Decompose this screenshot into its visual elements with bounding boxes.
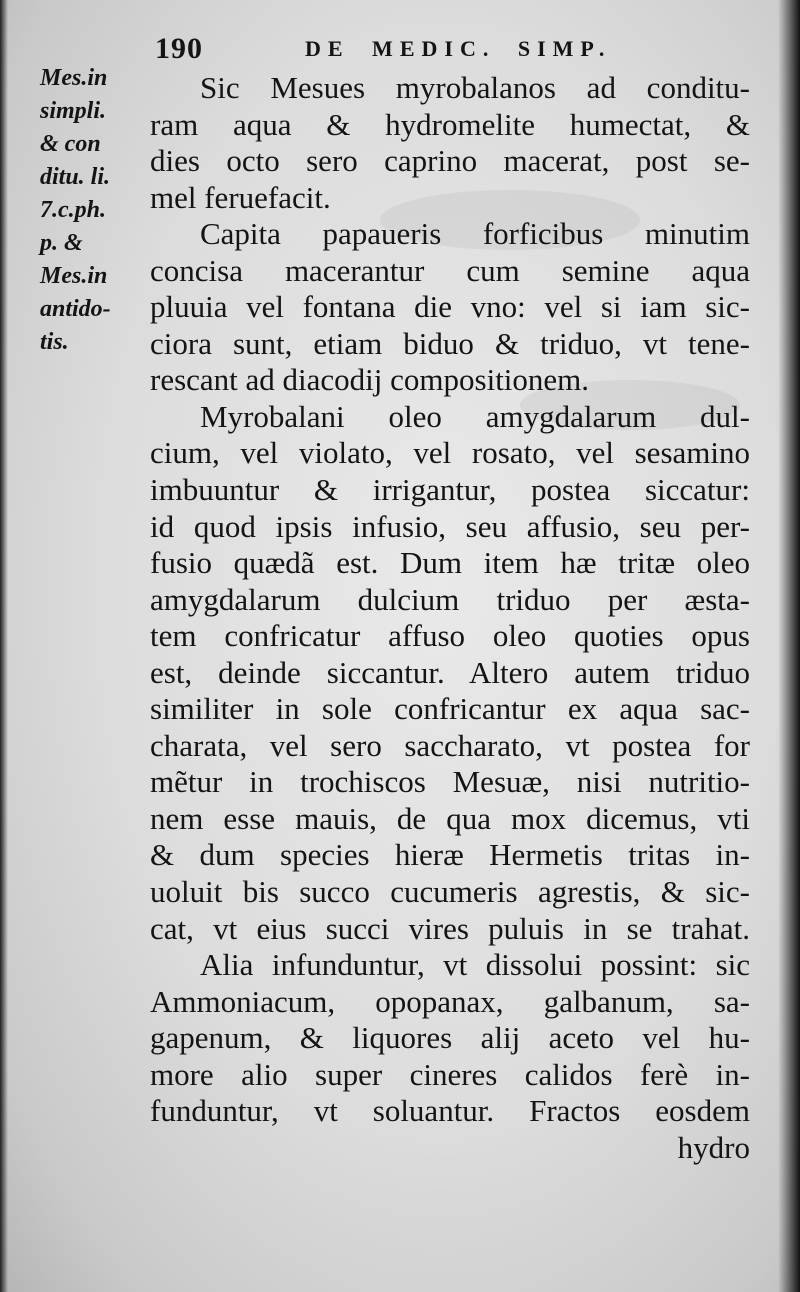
marginal-note-line: Mes.in <box>40 263 108 289</box>
text-line: fusio quædã est. Dum item hæ tritæ oleo <box>150 545 750 581</box>
running-head <box>155 32 735 72</box>
marginal-note-line: ditu. li. <box>40 164 111 190</box>
marginal-note-line: tis. <box>40 329 69 355</box>
text-line: uoluit bis succo cucumeris agrestis, & sic- <box>150 874 750 910</box>
marginal-note-line: p. & <box>40 230 83 256</box>
text-line: Ammoniacum, opopanax, galbanum, sa- <box>150 983 750 1019</box>
text-line: cat, vt eius succi vires puluis in se trahat. <box>150 910 750 946</box>
text-line: Myrobalani oleo amygdalarum dul- <box>200 398 750 434</box>
text-line: id quod ipsis infusio, seu affusio, seu per- <box>150 508 750 544</box>
catchword: hydro <box>677 1129 750 1165</box>
text-line: Sic Mesues myrobalanos ad conditu- <box>200 70 750 105</box>
marginal-note-line: antido- <box>40 296 111 322</box>
text-line: tem confricatur affuso oleo quoties opus <box>150 618 750 654</box>
text-line: est, deinde siccantur. Altero autem triduo <box>150 654 750 690</box>
marginal-note-line: simpli. <box>40 98 107 124</box>
text-line: & dum species hieræ Hermetis tritas in- <box>150 837 750 873</box>
marginal-note-line: & con <box>40 131 101 157</box>
text-line: funduntur, vt soluantur. Fractos eosdem <box>150 1093 750 1129</box>
text-line: ciora sunt, etiam biduo & triduo, vt tene- <box>150 325 750 361</box>
text-line: similiter in sole confricantur ex aqua sac- <box>150 691 750 727</box>
marginal-note-line: 7.c.ph. <box>40 197 106 223</box>
text-line: more alio super cineres calidos ferè in- <box>150 1056 750 1092</box>
text-line: charata, vel sero saccharato, vt postea for <box>150 727 750 763</box>
text-line: gapenum, & liquores alij aceto vel hu- <box>150 1020 750 1056</box>
text-line: mẽtur in trochiscos Mesuæ, nisi nutritio- <box>150 764 750 800</box>
text-line: mel feruefacit. <box>150 179 331 215</box>
text-line: Capita papaueris forficibus minutim <box>200 216 750 252</box>
text-line: rescant ad diacodij compositionem. <box>150 362 590 398</box>
text-line: amygdalarum dulcium triduo per æsta- <box>150 581 750 617</box>
text-line: nem esse mauis, de qua mox dicemus, vti <box>150 800 750 836</box>
text-line: imbuuntur & irrigantur, postea siccatur: <box>150 472 750 508</box>
text-line: dies octo sero caprino macerat, post se- <box>150 143 750 179</box>
marginal-note <box>40 62 152 359</box>
text-line: pluuia vel fontana die vno: vel si iam sic- <box>150 289 750 325</box>
running-title: DE MEDIC. SIMP. <box>305 36 612 61</box>
body-text <box>150 70 750 1166</box>
marginal-note-line: Mes.in <box>40 65 108 91</box>
text-line: ram aqua & hydromelite humectat, & <box>150 106 750 142</box>
text-line: Alia infunduntur, vt dissolui possint: sic <box>200 947 750 983</box>
page-number: 190 <box>155 32 203 65</box>
text-line: cium, vel violato, vel rosato, vel sesamino <box>150 435 750 471</box>
text-line: concisa macerantur cum semine aqua <box>150 252 750 288</box>
